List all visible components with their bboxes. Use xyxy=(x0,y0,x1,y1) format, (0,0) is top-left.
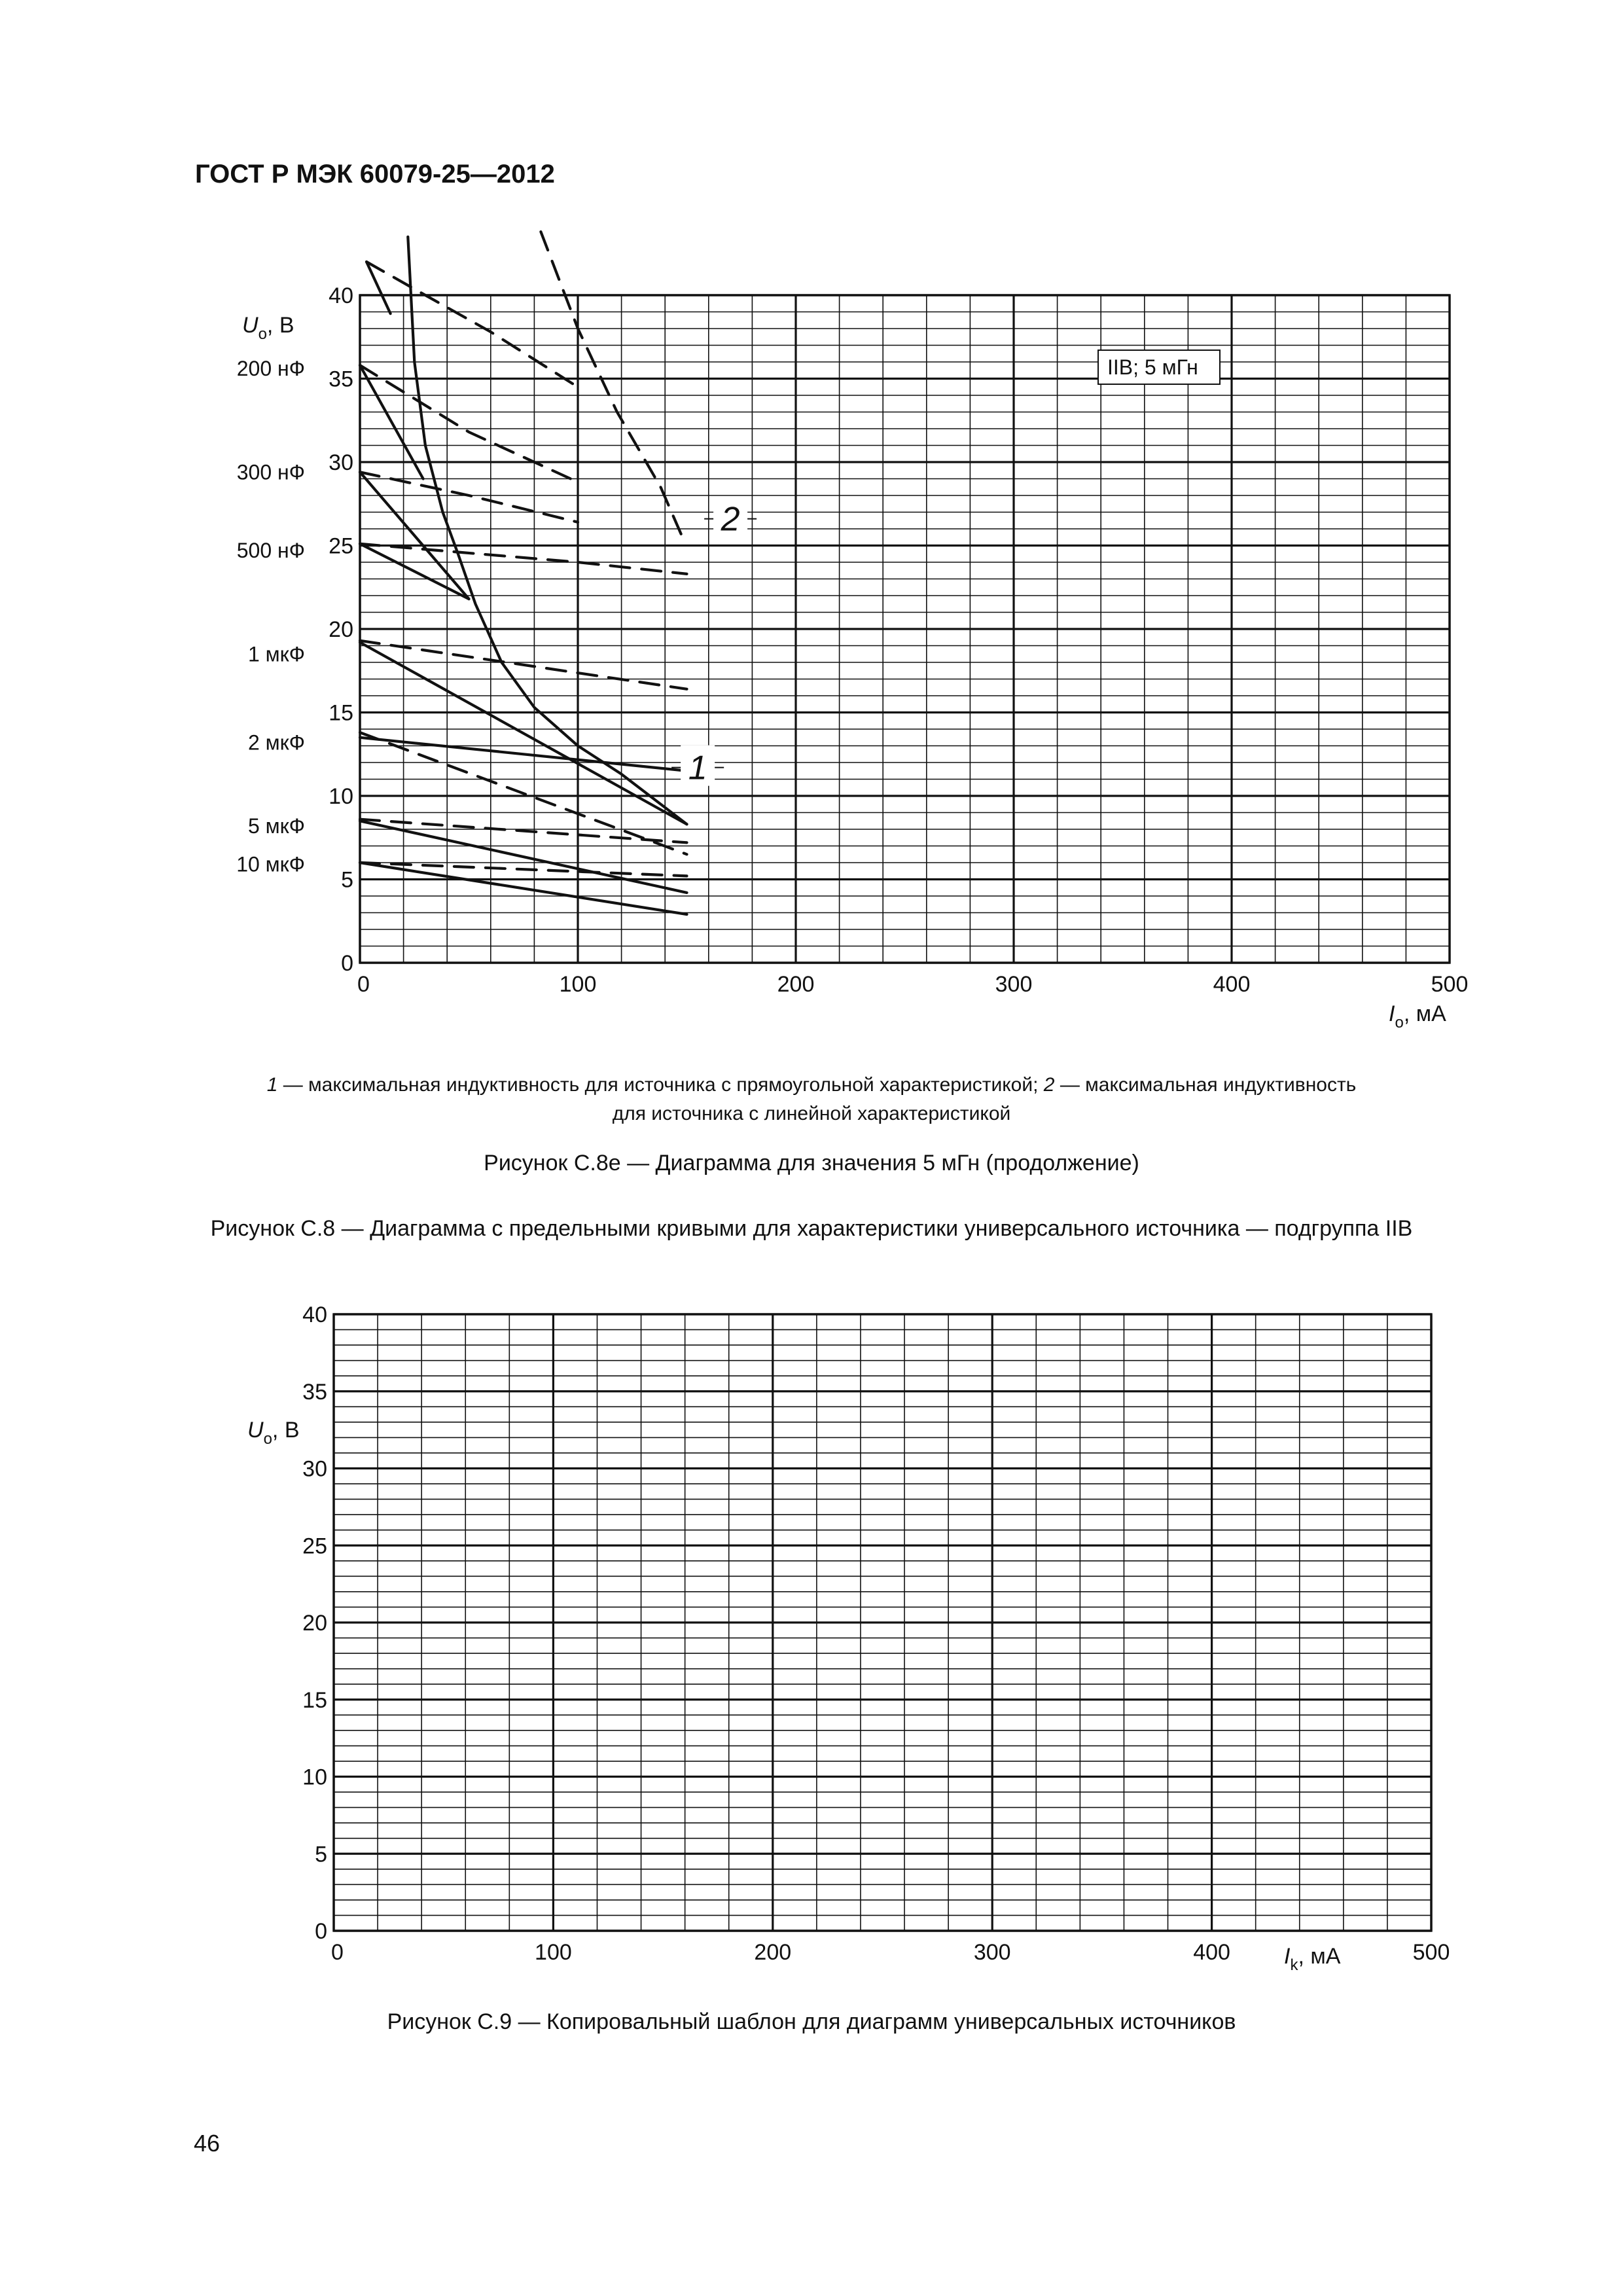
figure-caption-c8e: Рисунок С.8е — Диаграмма для значения 5 мГн (продолжение) xyxy=(484,1151,1139,1175)
x-tick-label: 300 xyxy=(995,972,1033,997)
legend-line-2: для источника с линейной характеристикой xyxy=(612,1103,1011,1124)
y-tick-label: 15 xyxy=(329,700,353,726)
y-tick-label: 5 xyxy=(315,1842,327,1867)
y-tick-label: 15 xyxy=(302,1687,327,1713)
y-tick-label: 25 xyxy=(302,1534,327,1559)
y-tick-label: 30 xyxy=(329,450,353,475)
x-tick-label: 200 xyxy=(777,972,815,997)
capacitance-label: 10 мкФ xyxy=(236,852,305,876)
capacitance-label: 300 нФ xyxy=(236,460,305,484)
x-tick-label: 0 xyxy=(331,1940,344,1965)
y-tick-label: 20 xyxy=(329,617,353,642)
legend-curve-1-number: 1 xyxy=(266,1074,278,1096)
y-axis-title: $U_o$, В xyxy=(247,1418,300,1448)
chart-grid xyxy=(334,1314,1431,1931)
y-tick-label: 25 xyxy=(329,533,353,559)
page-number: 46 xyxy=(194,2130,221,2157)
y-tick-label: 10 xyxy=(302,1765,327,1790)
y-tick-label: 35 xyxy=(329,367,353,392)
y-tick-label: 35 xyxy=(302,1379,327,1405)
x-tick-label: 0 xyxy=(357,972,370,997)
x-tick-label: 500 xyxy=(1431,972,1469,997)
x-tick-label: 300 xyxy=(973,1940,1011,1965)
x-tick-label: 400 xyxy=(1213,972,1251,997)
curve-marker-1: 1 xyxy=(688,749,707,787)
legend-curve-2-text: — максимальная индуктивность xyxy=(1054,1074,1357,1096)
y-tick-label: 0 xyxy=(341,951,353,976)
x-tick-label: 100 xyxy=(535,1940,572,1965)
x-tick-label: 400 xyxy=(1193,1940,1230,1965)
y-tick-label: 20 xyxy=(302,1611,327,1636)
y-tick-label: 40 xyxy=(302,1302,327,1327)
axis-tick-labels xyxy=(302,1302,1450,1965)
capacitance-label: 1 мкФ xyxy=(247,642,305,666)
figure-caption-c9: Рисунок С.9 — Копировальный шаблон для диаграмм универсальных источников xyxy=(387,2009,1236,2034)
legend-curve-2-number: 2 xyxy=(1043,1074,1055,1096)
document-code: ГОСТ Р МЭК 60079-25—2012 xyxy=(195,160,555,188)
capacitance-label: 5 мкФ xyxy=(247,814,305,838)
curve-marker-2: 2 xyxy=(721,500,740,539)
x-tick-label: 200 xyxy=(754,1940,792,1965)
y-tick-label: 40 xyxy=(329,283,353,308)
capacitance-label: 2 мкФ xyxy=(247,730,305,755)
capacitance-label: 500 нФ xyxy=(236,539,305,563)
y-axis-title: $U_o$, В xyxy=(242,313,294,343)
x-axis-title: $I_k$, мА xyxy=(1284,1944,1341,1974)
x-tick-label: 100 xyxy=(559,972,597,997)
y-tick-label: 30 xyxy=(302,1456,327,1482)
note-box-text: IIB; 5 мГн xyxy=(1107,355,1198,379)
y-tick-label: 0 xyxy=(315,1919,327,1944)
figure-caption-c8: Рисунок С.8 — Диаграмма с предельными кривыми для характеристики универсального источника — подгруппа IIB xyxy=(210,1216,1413,1241)
capacitance-label: 200 нФ xyxy=(236,357,305,381)
x-tick-label: 500 xyxy=(1412,1940,1450,1965)
y-tick-label: 10 xyxy=(329,784,353,809)
x-axis-title: $I_o$, мА xyxy=(1389,1001,1446,1031)
y-tick-label: 5 xyxy=(341,867,353,893)
legend-curve-1-text: — максимальная индуктивность для источника с прямоугольной характеристикой; xyxy=(277,1074,1044,1096)
